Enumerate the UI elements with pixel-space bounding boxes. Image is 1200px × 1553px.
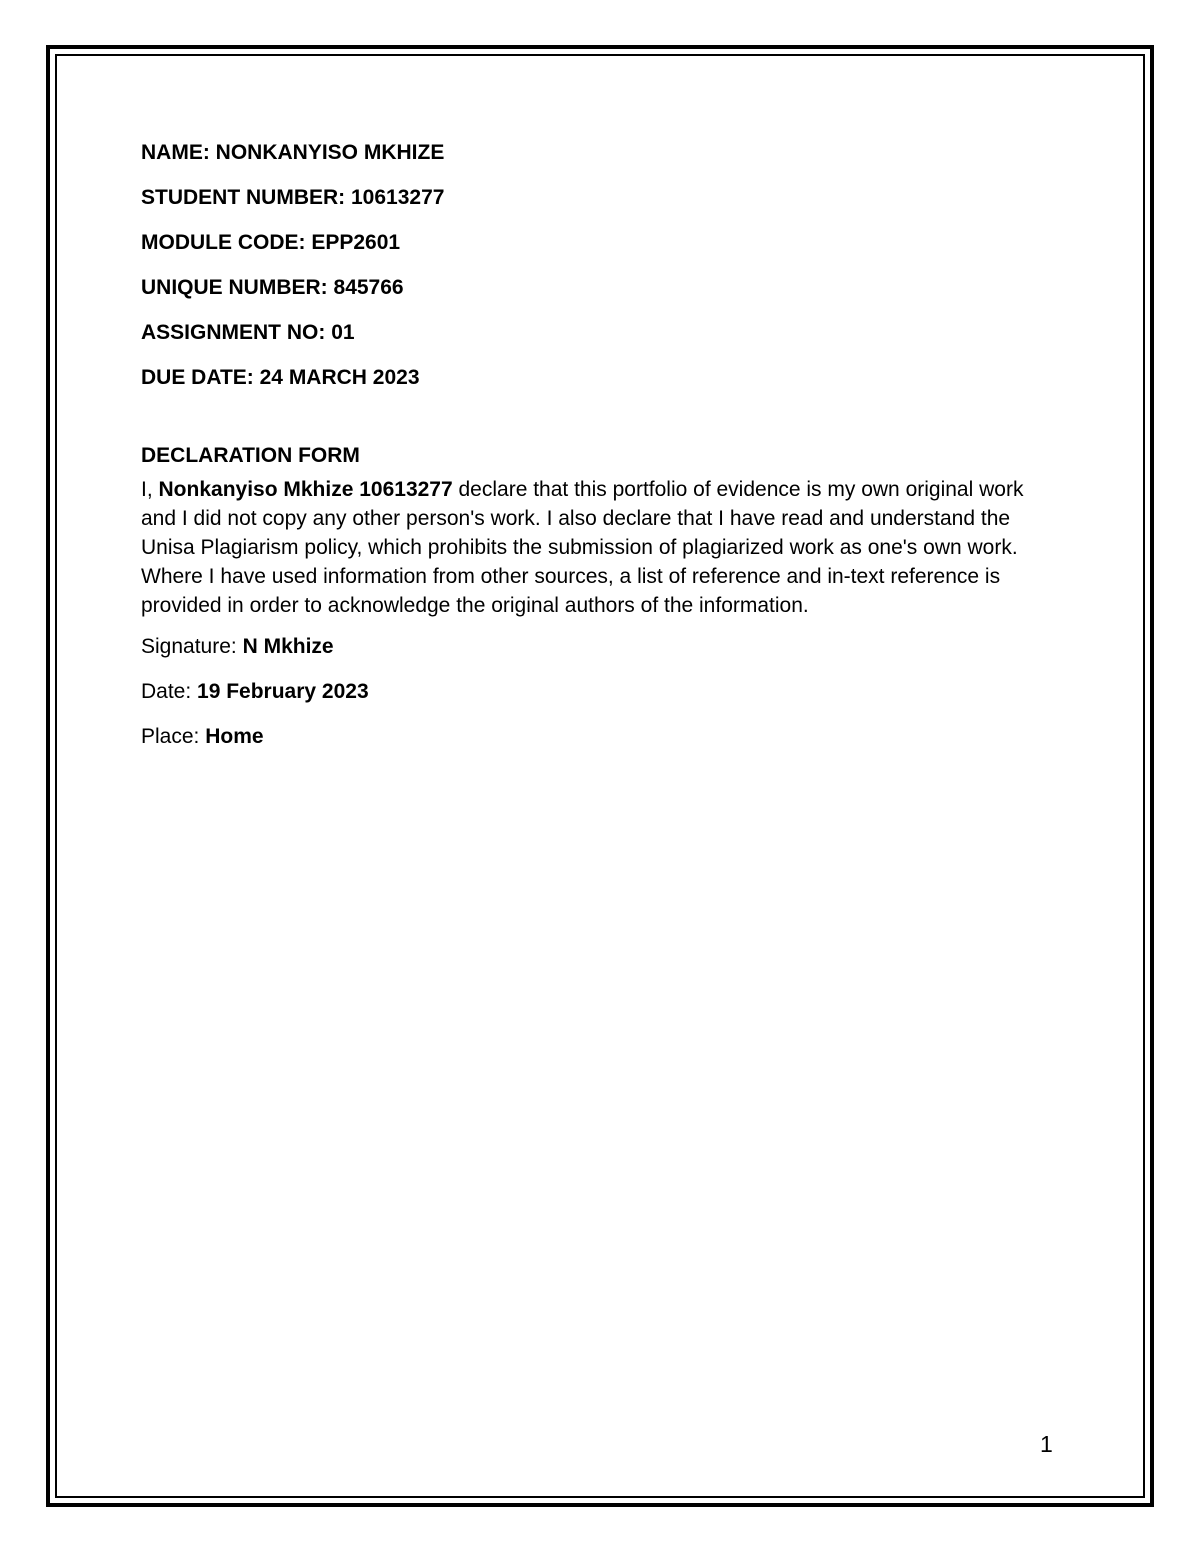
name-value: NONKANYISO MKHIZE — [215, 141, 445, 164]
signature-value: N Mkhize — [242, 635, 334, 658]
signature-label: Signature: — [141, 635, 243, 658]
name-label: NAME: — [141, 141, 210, 164]
student-number-value: 10613277 — [351, 186, 445, 209]
unique-number-label: UNIQUE NUMBER: — [141, 276, 328, 299]
page-number: 1 — [1040, 1431, 1053, 1457]
date-line — [141, 677, 1061, 707]
date-label: Date: — [141, 680, 198, 703]
module-code-label: MODULE CODE: — [141, 231, 306, 254]
document-body — [141, 138, 1061, 767]
due-date-line — [141, 363, 1061, 393]
declaration-title: DECLARATION FORM — [141, 444, 360, 467]
student-number-label: STUDENT NUMBER: — [141, 186, 346, 209]
declarant-name: Nonkanyiso Mkhize 10613277 — [158, 478, 453, 501]
module-code-line — [141, 228, 1061, 258]
due-date-value: 24 MARCH 2023 — [259, 366, 420, 389]
due-date-label: DUE DATE: — [141, 366, 254, 389]
signature-line — [141, 632, 1061, 662]
module-code-value: EPP2601 — [311, 231, 401, 254]
unique-number-value: 845766 — [333, 276, 404, 299]
unique-number-line — [141, 273, 1061, 303]
assignment-number-label: ASSIGNMENT NO: — [141, 321, 326, 344]
student-number-line — [141, 183, 1061, 213]
date-value: 19 February 2023 — [197, 680, 369, 703]
assignment-number-line — [141, 318, 1061, 348]
place-label: Place: — [141, 725, 206, 748]
place-value: Home — [205, 725, 264, 748]
declaration-prefix: I, — [141, 478, 159, 501]
name-line — [141, 138, 1061, 168]
assignment-number-value: 01 — [331, 321, 355, 344]
declaration-paragraph — [141, 475, 1061, 620]
place-line — [141, 722, 1061, 752]
declaration-body: declare that this portfolio of evidence is my own original work and I did not copy any other person's work. I also declare that I have read and understand the Unisa Plagiarism policy, which prohibits the submission of plagiarized work as one's own work. Where I have used information from other sources, a list of reference and in-text reference is provided in order to acknowledge the original authors of the information. — [141, 478, 1024, 617]
